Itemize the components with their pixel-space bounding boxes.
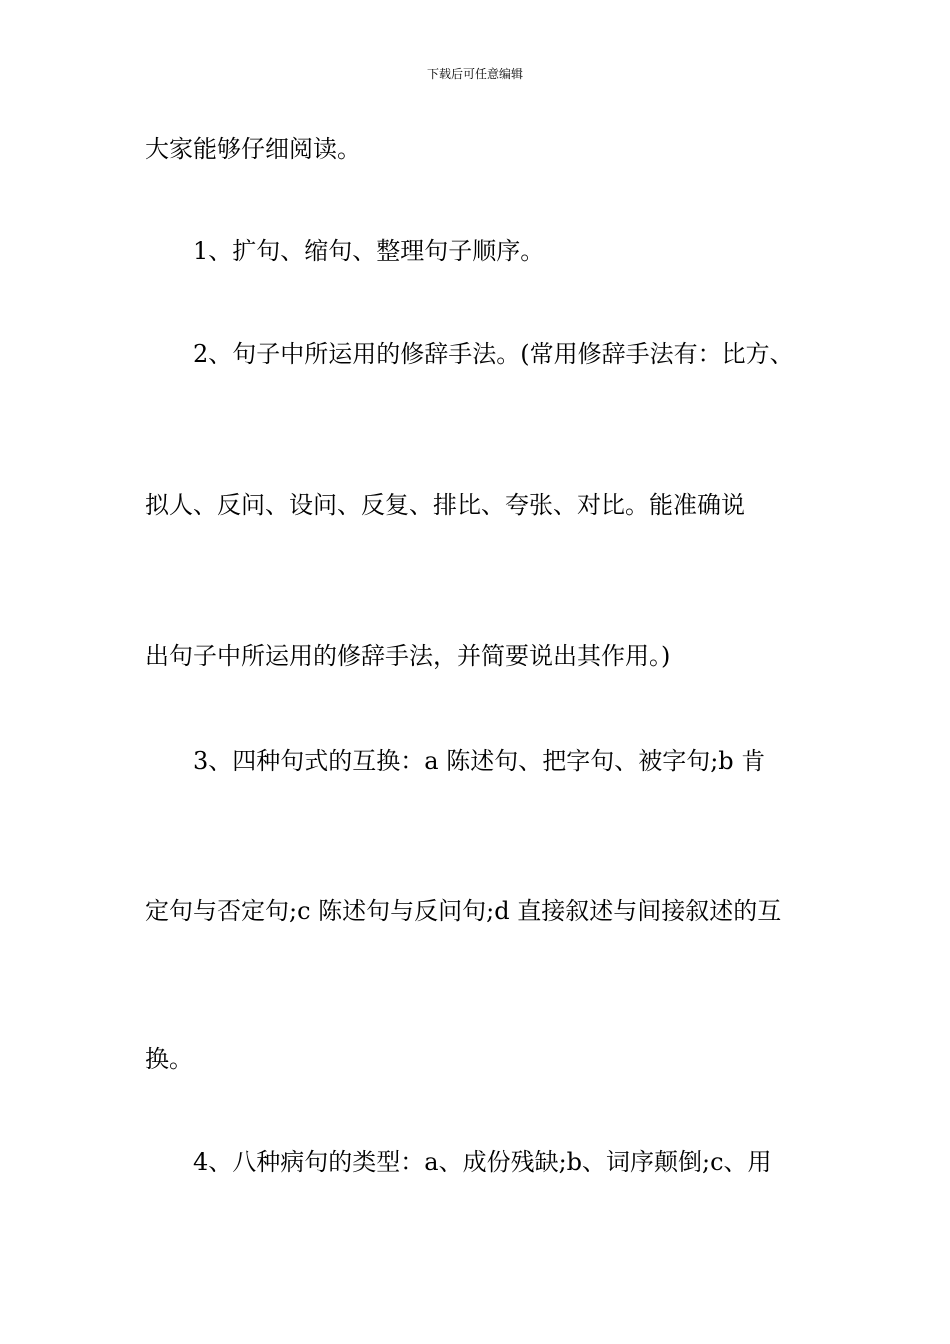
list-item-3: 3、四种句式的互换：a 陈述句、把字句、被字句;b 肯 xyxy=(193,747,766,775)
text-line: 拟人、反问、设问、反复、排比、夸张、对比。能准确说 xyxy=(145,491,745,519)
list-item-2: 2、句子中所运用的修辞手法。(常用修辞手法有：比方、 xyxy=(193,340,794,368)
page-header: 下载后可任意编辑 xyxy=(426,67,523,81)
list-item-4: 4、八种病句的类型：a、成份残缺;b、词序颠倒;c、用 xyxy=(193,1148,772,1176)
list-item-1: 1、扩句、缩句、整理句子顺序。 xyxy=(193,237,545,265)
text-line: 换。 xyxy=(145,1045,193,1073)
text-line: 定句与否定句;c 陈述句与反问句;d 直接叙述与间接叙述的互 xyxy=(145,897,782,925)
text-line: 大家能够仔细阅读。 xyxy=(145,135,361,163)
text-line: 出句子中所运用的修辞手法，并简要说出其作用。) xyxy=(145,642,671,670)
